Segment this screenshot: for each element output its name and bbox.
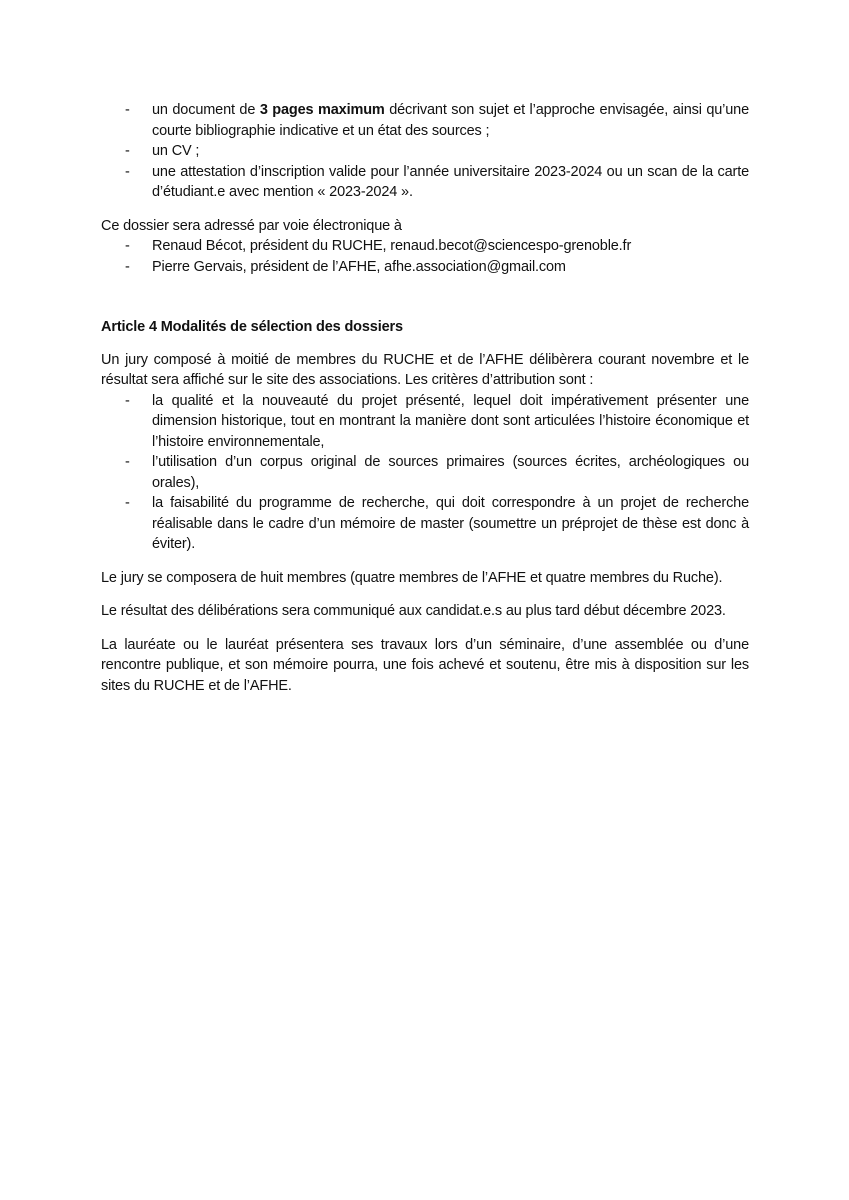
requirement-text-before: un document de [152, 102, 260, 118]
criterion-text: la faisabilité du programme de recherche, qui doit correspondre à un projet de recherche réalisable dans le cadre d’un mémoire de master (soumettre un préprojet de thèse est donc à éviter). [152, 495, 749, 552]
list-item [101, 236, 749, 257]
laureate-paragraph: La lauréate ou le lauréat présentera ses travaux lors d’un séminaire, d’une assemblée ou d’une rencontre publique, et son mémoire pourra, une fois achevé et soutenu, être mis à disposition sur les sites du RUCHE et de l’AFHE. [101, 636, 749, 694]
list-item [101, 391, 749, 453]
list-dash: - [125, 238, 130, 254]
requirement-text: un CV ; [152, 143, 200, 159]
list-dash: - [125, 102, 130, 118]
list-item [101, 141, 749, 162]
contact-text: Pierre Gervais, président de l’AFHE, afhe.association@gmail.com [152, 258, 566, 275]
result-date-paragraph: Le résultat des délibérations sera communiqué aux candidat.e.s au plus tard début décembre 2023. [101, 603, 726, 619]
list-item [101, 162, 749, 203]
criteria-list [101, 391, 749, 555]
requirement-text-after: décrivant son sujet et l’approche envisagée, ainsi qu’une courte bibliographie indicative et un état des sources ; [152, 102, 749, 139]
contacts-list [101, 236, 749, 277]
requirements-list [101, 100, 749, 203]
list-dash: - [125, 392, 130, 409]
list-item [101, 257, 749, 278]
criterion-text: la qualité et la nouveauté du projet présenté, lequel doit impérativement présenter une dimension historique, tout en montrant la manière dont sont articulées l’histoire économique et l’histoire environnementale, [152, 392, 749, 450]
list-item [101, 493, 749, 555]
list-dash: - [125, 163, 130, 180]
contact-text: Renaud Bécot, président du RUCHE, renaud.becot@sciencespo-grenoble.fr [152, 238, 632, 254]
criterion-text: l’utilisation d’un corpus original de sources primaires (sources écrites, archéologiques ou orales), [152, 454, 749, 491]
list-item [101, 452, 749, 493]
list-dash: - [125, 495, 130, 511]
jury-paragraph: Un jury composé à moitié de membres du RUCHE et de l’AFHE délibèrera courant novembre et le résultat sera affiché sur le site des associations. Les critères d’attribution sont : [101, 351, 749, 388]
jury-composition-paragraph: Le jury se composera de huit membres (quatre membres de l’AFHE et quatre membres du Ruche). [101, 569, 723, 586]
article-4-heading: Article 4 Modalités de sélection des dossiers [101, 319, 403, 335]
requirement-text-bold: 3 pages maximum [259, 102, 385, 118]
dossier-intro-paragraph: Ce dossier sera adressé par voie électronique à [101, 217, 402, 234]
requirement-text: une attestation d’inscription valide pour l’année universitaire 2023-2024 ou un scan de la carte d’étudiant.e avec mention « 2023-2024 ». [152, 163, 749, 200]
list-item [101, 100, 749, 141]
list-dash: - [125, 143, 130, 159]
list-dash: - [125, 258, 130, 275]
page-content [101, 100, 749, 696]
list-dash: - [125, 454, 130, 470]
